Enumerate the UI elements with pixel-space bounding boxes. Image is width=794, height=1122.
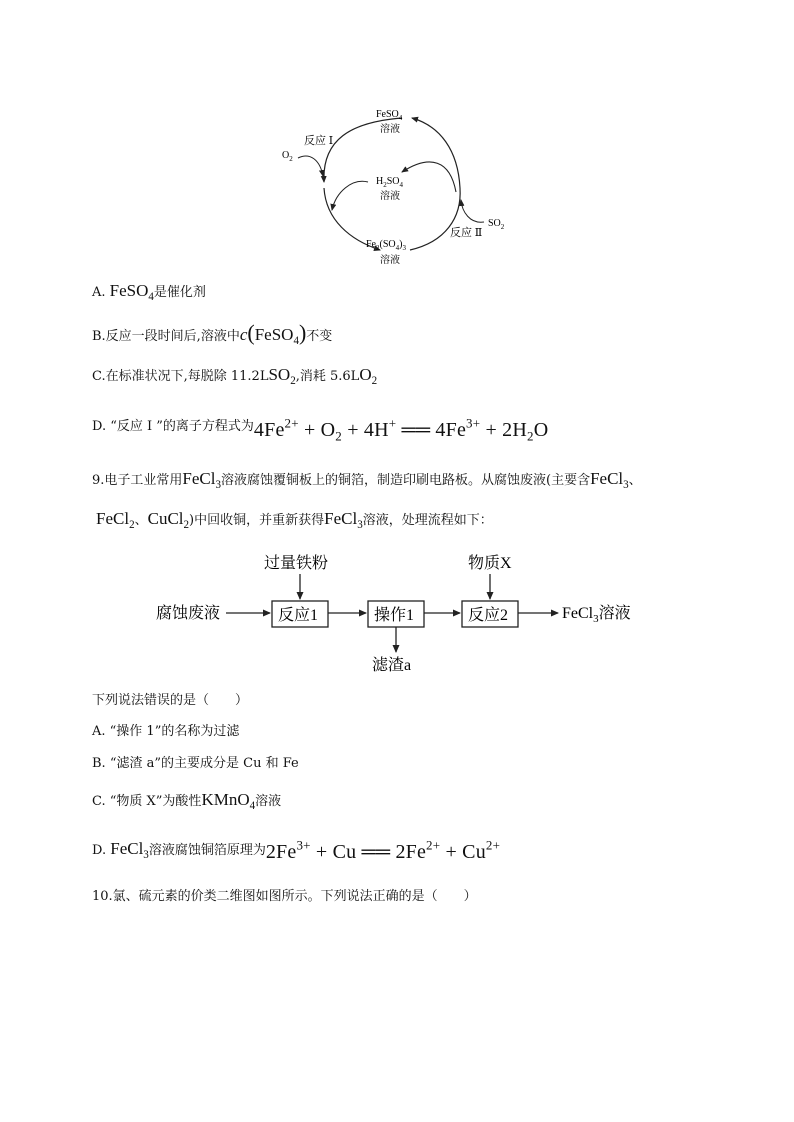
operation-1-box-label: 操作1 <box>374 607 415 624</box>
kmno4-formula: KMnO$_4$ <box>201 790 256 812</box>
reaction-cycle-diagram <box>270 100 530 272</box>
option-c-mid: ,消耗 5.6L <box>295 369 360 384</box>
q8-option-b <box>92 320 333 347</box>
option-b-text: B.反应一段时间后,溶液中 <box>92 329 240 344</box>
excess-iron-label: 过量铁粉 <box>264 555 329 572</box>
q8-option-d <box>92 415 549 444</box>
option-a-prefix: A. <box>92 285 110 300</box>
fecl3-formula-4: FeCl$_3$ <box>110 839 149 861</box>
reaction-1-label: 反应 Ⅰ <box>304 135 334 147</box>
o2-formula: $O_2$ <box>359 365 378 387</box>
concentration-expression: c(FeSO$_4$) <box>239 320 307 347</box>
q10-stem: 10.氯、硫元素的价类二维图如图所示。下列说法正确的是（ ） <box>92 889 477 904</box>
waste-liquid-label: 腐蚀废液 <box>156 605 221 622</box>
o2-label: $O_2$ <box>282 150 293 163</box>
cucl2-formula: CuCl$_2$ <box>147 509 190 531</box>
fecl3-product-label: FeCl$_3$溶液 <box>562 605 631 625</box>
q8-option-a <box>92 281 206 303</box>
q9-stem-line2: FeCl$_2$、CuCl$_2$)中回收铜，并重新获得FeCl$_3$溶液，处理流程如下： <box>96 509 493 531</box>
arc-right-to-h2so4 <box>402 162 456 192</box>
fecl2-formula: FeCl$_2$ <box>96 509 135 531</box>
so2-label: $SO_2$ <box>488 218 505 231</box>
fecl3-formula: FeCl$_3$ <box>182 469 221 491</box>
q8-option-c <box>92 365 378 387</box>
q9-option-b: B. “滤渣 a”的主要成分是 Cu 和 Fe <box>92 756 299 771</box>
reaction-1-box-label: 反应1 <box>278 607 319 624</box>
h2so4-solution-label: 溶液 <box>380 191 400 202</box>
q9-option-a: A. “操作 1”的名称为过滤 <box>92 724 240 739</box>
option-c-text: C.在标准状况下,每脱除 11.2L <box>92 369 269 384</box>
option-a-text: 是催化剂 <box>153 285 206 300</box>
reaction-1-equation: $4Fe^{2+} + O_2 + 4H^+$ ══ $4Fe^{3+} + 2H_2O$ <box>253 415 549 444</box>
feso4-formula: FeSO$_4$ <box>109 281 154 303</box>
h2so4-label: $H_2SO_4$ <box>376 176 404 189</box>
feso4-solution-label: 溶液 <box>380 124 400 135</box>
fecl3-formula-2: FeCl$_3$ <box>590 469 629 491</box>
q9-option-d: D. FeCl$_3$溶液腐蚀铜箔原理为$2Fe^{3+} + Cu$ ══ $2Fe^{2+} + Cu^{2+}$ <box>92 837 501 863</box>
feso4-label: FeSO$_4$ <box>376 109 403 122</box>
so2-formula: $SO_2$ <box>268 365 296 387</box>
fe2so43-label: $Fe_2(SO_4)_3$ <box>366 239 406 252</box>
option-b-tail: 不变 <box>306 329 333 344</box>
residue-a-label: 滤渣a <box>372 657 412 674</box>
arc-right-to-top <box>412 118 460 188</box>
so2-input-arrow <box>461 200 484 222</box>
arc-h2so4-to-left <box>332 181 368 210</box>
o2-input-arrow <box>298 156 323 176</box>
substance-x-label: 物质X <box>468 555 512 572</box>
option-d-text: D. “反应 Ⅰ ”的离子方程式为 <box>92 419 254 434</box>
reaction-2-label: 反应 Ⅱ <box>450 227 483 239</box>
q9-stem-line1: 9.电子工业常用FeCl$_3$溶液腐蚀覆铜板上的铜箔，制造印刷电路板。从腐蚀废液(主要含FeCl$_3$、 <box>92 469 642 491</box>
fecl3-formula-3: FeCl$_3$ <box>324 509 363 531</box>
q9-option-c: C. “物质 X”为酸性KMnO$_4$溶液 <box>92 790 282 812</box>
q9-question: 下列说法错误的是（ ） <box>92 693 249 708</box>
fe2so43-solution-label: 溶液 <box>380 255 400 266</box>
reaction-2-box-label: 反应2 <box>468 607 509 624</box>
process-flow-chart <box>150 548 650 676</box>
copper-etching-equation: $2Fe^{3+} + Cu$ ══ $2Fe^{2+} + Cu^{2+}$ <box>265 837 501 863</box>
arc-bottom-to-right <box>410 188 460 250</box>
